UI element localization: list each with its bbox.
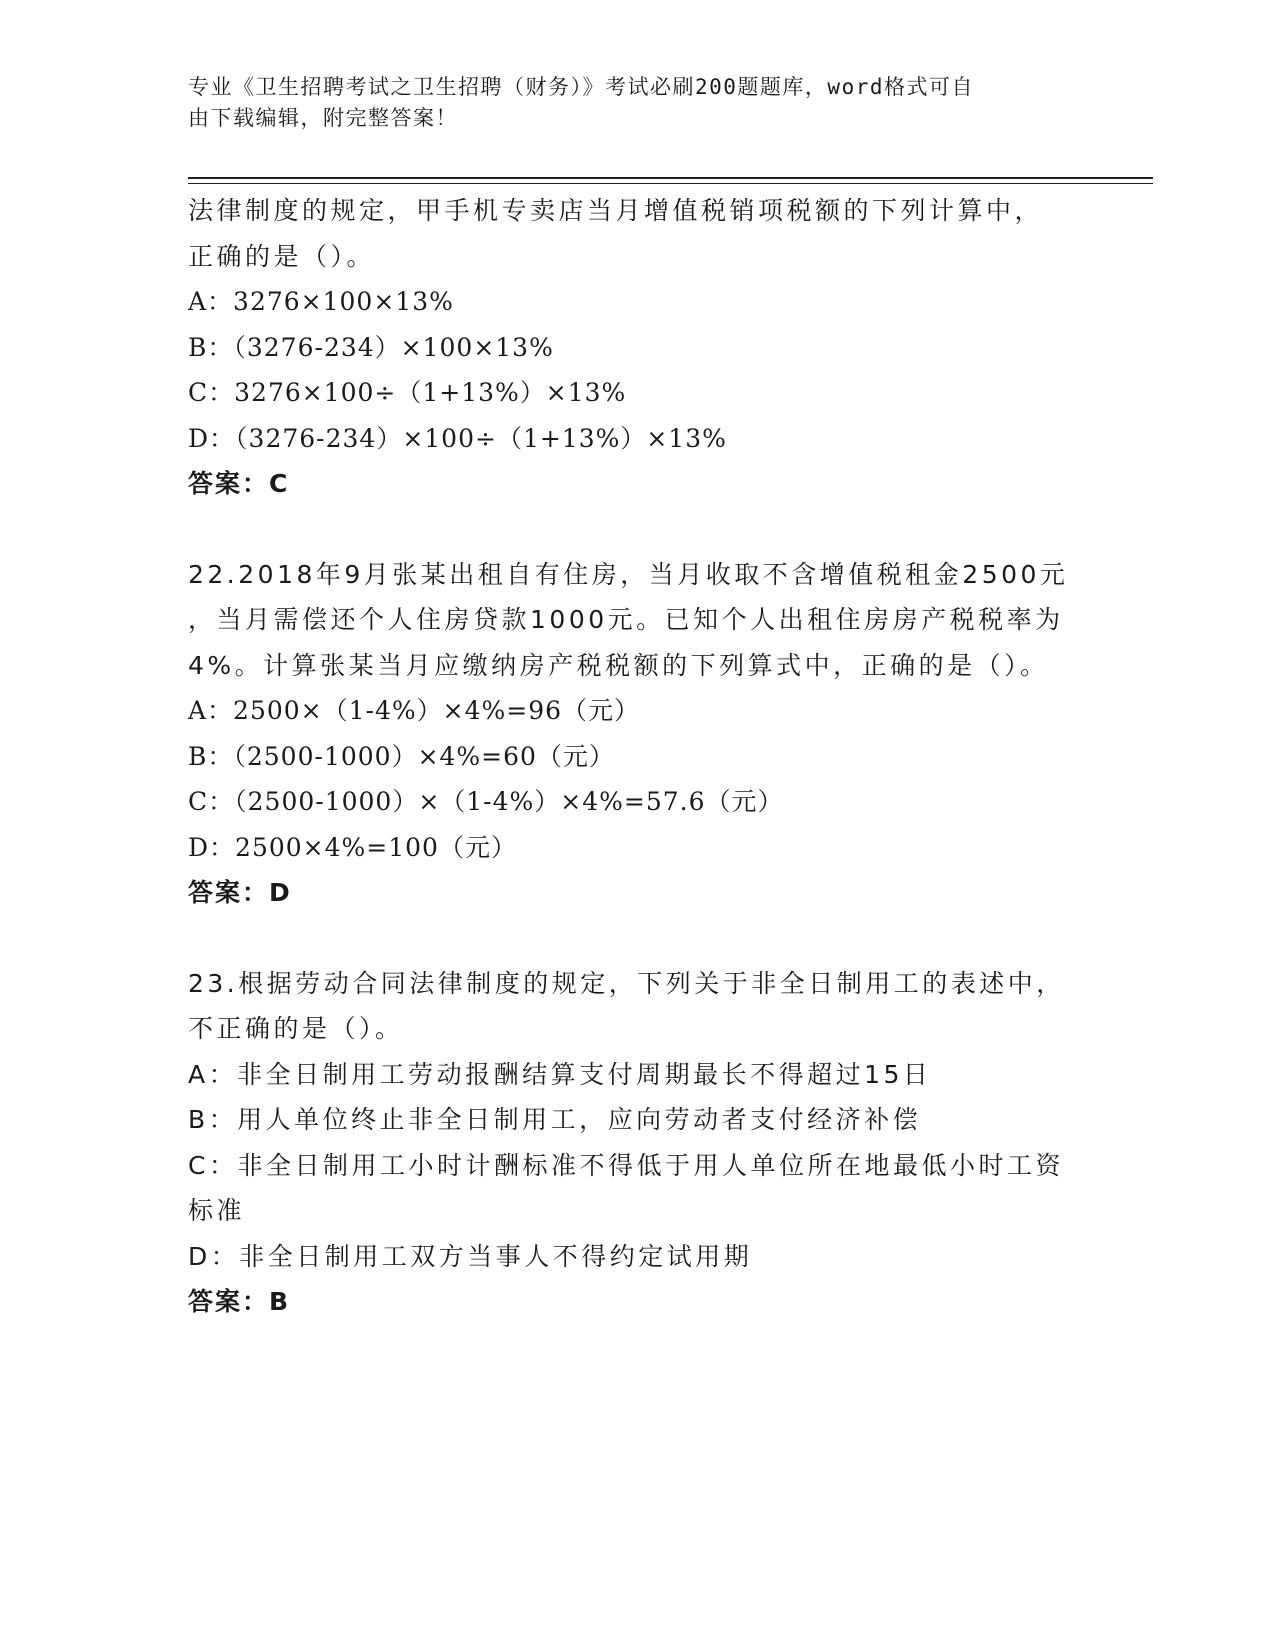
option-a: A：2500×（1-4%）×4%=96（元） [188, 696, 641, 725]
question-stem-line: 23.根据劳动合同法律制度的规定，下列关于非全日制用工的表述中， [188, 968, 1065, 998]
question-22 [188, 552, 1078, 916]
header-line-1: 专业《卫生招聘考试之卫生招聘（财务）》考试必刷200题题库，word格式可自 [188, 75, 974, 99]
option-a: A：3276×100×13% [188, 287, 454, 316]
spacer [188, 916, 1078, 961]
answer-line: 答案：B [188, 1287, 291, 1316]
option-c-continued: 标准 [188, 1196, 246, 1225]
option-c: C：非全日制用工小时计酬标准不得低于用人单位所在地最低小时工资 [188, 1150, 1064, 1180]
option-b: B：（2500-1000）×4%=60（元） [188, 741, 615, 771]
option-c: C：3276×100÷（1+13%）×13% [188, 378, 627, 407]
question-stem-line: 法律制度的规定，甲手机专卖店当月增值税销项税额的下列计算中， [188, 196, 1044, 225]
document-header [188, 72, 1068, 134]
header-rule-thin [188, 183, 1153, 184]
question-stem-line: 4%。计算张某当月应缴纳房产税税额的下列算式中，正确的是（）。 [188, 650, 1049, 680]
question-stem-line: 22.2018年9月张某出租自有住房，当月收取不含增值税租金2500元 [188, 559, 1069, 589]
question-21 [188, 188, 1078, 507]
option-a: A：非全日制用工劳动报酬结算支付周期最长不得超过15日 [188, 1059, 932, 1089]
answer-line: 答案：C [188, 469, 290, 498]
option-d: D：2500×4%=100（元） [188, 832, 517, 862]
question-stem-line: ，当月需偿还个人住房贷款1000元。已知个人出租住房房产税税率为 [188, 605, 1064, 634]
option-d: D：非全日制用工双方当事人不得约定试用期 [188, 1241, 753, 1271]
header-line-2: 由下载编辑，附完整答案！ [188, 106, 458, 130]
question-list [188, 188, 1078, 1325]
option-c: C：（2500-1000）×（1-4%）×4%=57.6（元） [188, 787, 784, 816]
option-b: B：（3276-234）×100×13% [188, 332, 554, 362]
option-d: D：（3276-234）×100÷（1+13%）×13% [188, 423, 727, 453]
question-23 [188, 961, 1078, 1325]
answer-line: 答案：D [188, 878, 292, 907]
question-stem-line: 正确的是（）。 [188, 241, 376, 271]
header-rule-thick [188, 177, 1153, 179]
option-b: B：用人单位终止非全日制用工，应向劳动者支付经济补偿 [188, 1105, 922, 1134]
question-stem-line: 不正确的是（）。 [188, 1014, 404, 1043]
spacer [188, 507, 1078, 552]
